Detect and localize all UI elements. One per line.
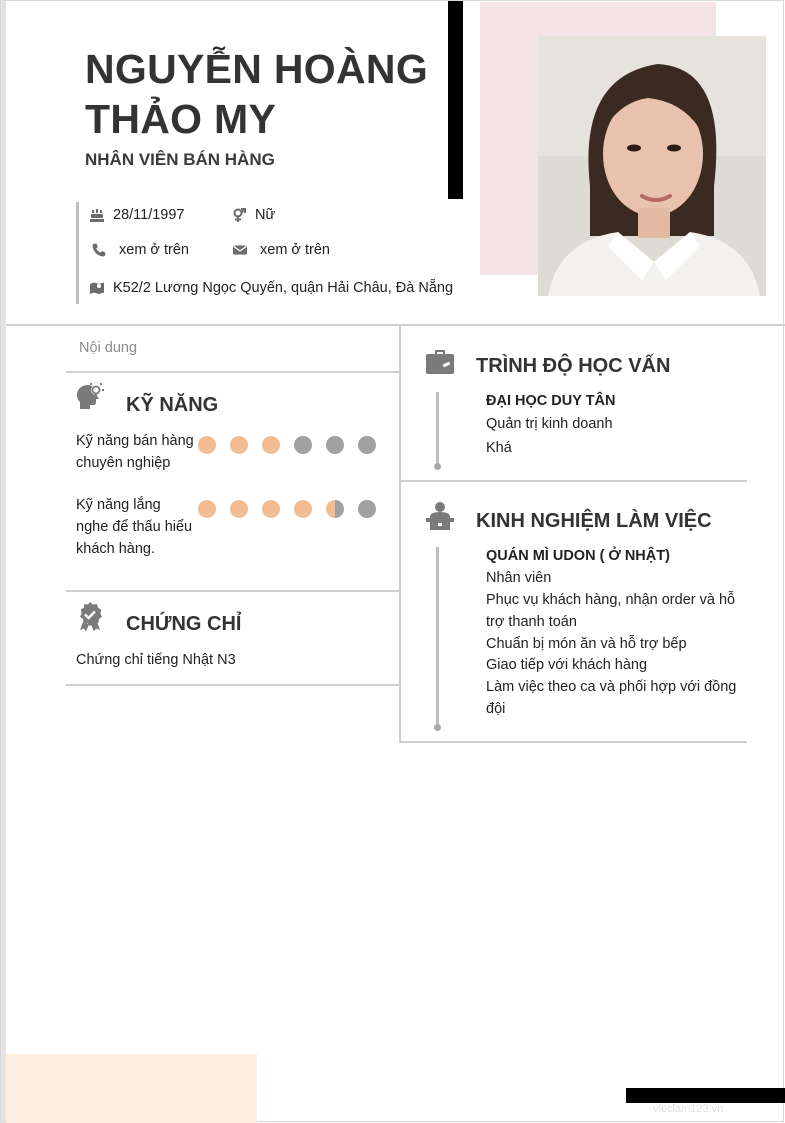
rating-dot — [230, 436, 248, 454]
header-divider — [6, 324, 785, 326]
certificate-item: Chứng chỉ tiếng Nhật N3 — [76, 652, 236, 668]
rating-dot — [230, 500, 248, 518]
peach-accent-block — [6, 1054, 257, 1123]
education-divider — [401, 480, 747, 482]
portrait-illustration — [538, 36, 766, 296]
black-accent-bar — [448, 1, 463, 199]
award-badge-icon — [75, 601, 105, 631]
address-value: K52/2 Lương Ngọc Quyến, quận Hải Châu, Đà Nẵng — [113, 280, 454, 296]
birthday-value: 28/11/1997 — [113, 207, 185, 223]
rating-dot — [358, 500, 376, 518]
rating-dot — [294, 436, 312, 454]
experience-duty-2: Chuẩn bị món ăn và hỗ trợ bếp — [486, 636, 687, 652]
job-title: NHÂN VIÊN BÁN HÀNG — [85, 150, 275, 169]
user-at-desk-icon — [425, 501, 455, 531]
experience-divider — [401, 741, 747, 743]
page-left-strip — [0, 0, 6, 1123]
briefcase-icon — [425, 346, 455, 376]
candidate-name — [85, 44, 445, 144]
rating-dot — [326, 500, 344, 518]
experience-duty-4: Làm việc theo ca và phối hợp với đồng đội — [486, 679, 737, 717]
watermark: vieclam123.vn — [653, 1103, 724, 1115]
experience-title: KINH NGHIỆM LÀM VIỆC — [476, 510, 712, 532]
rating-dot — [262, 436, 280, 454]
skill-rating-1 — [198, 436, 376, 454]
phone-row — [91, 242, 189, 258]
black-bottom-bar — [626, 1088, 785, 1103]
education-major: Quản trị kinh doanh — [486, 416, 613, 432]
skills-title: KỸ NĂNG — [126, 394, 219, 416]
rating-dot — [326, 436, 344, 454]
rating-dot — [358, 436, 376, 454]
education-timeline-dot — [434, 463, 441, 470]
candidate-name-line2: THẢO MY — [85, 96, 277, 142]
experience-timeline — [436, 547, 439, 725]
skill-name-2: Kỹ năng lắng nghe để thấu hiểu khách hàng. — [76, 497, 193, 557]
education-grade: Khá — [486, 440, 512, 456]
experience-duty-3: Giao tiếp với khách hàng — [486, 657, 648, 673]
experience-company: QUÁN MÌ UDON ( Ở NHẬT) — [486, 548, 670, 564]
skills-divider — [66, 590, 399, 592]
gender-value: Nữ — [255, 207, 276, 223]
gender-icon — [231, 207, 247, 223]
experience-position: Nhân viên — [486, 570, 552, 586]
education-school: ĐẠI HỌC DUY TÂN — [486, 393, 616, 409]
rating-dot — [294, 500, 312, 518]
gender-row — [231, 207, 275, 223]
skill-name-1: Kỹ năng bán hàng chuyên nghiệp — [76, 433, 194, 471]
address-row — [89, 280, 453, 296]
column-divider — [399, 326, 401, 743]
objective-divider — [66, 371, 399, 373]
rating-dot — [198, 436, 216, 454]
rating-dot — [262, 500, 280, 518]
certificates-divider — [66, 684, 399, 686]
rating-dot — [198, 500, 216, 518]
envelope-icon — [232, 242, 248, 258]
skill-rating-2 — [198, 500, 376, 518]
cake-icon — [89, 207, 105, 223]
experience-timeline-dot — [434, 724, 441, 731]
education-timeline — [436, 392, 439, 464]
email-value: xem ở trên — [260, 242, 330, 258]
phone-icon — [91, 242, 107, 258]
email-row — [232, 242, 330, 258]
experience-duty-1: Phục vụ khách hàng, nhận order và hỗ trợ thanh toán — [486, 592, 736, 630]
certificates-title: CHỨNG CHỈ — [126, 613, 242, 635]
profile-photo — [538, 36, 766, 296]
candidate-name-line1: NGUYỄN HOÀNG — [85, 46, 429, 92]
objective-placeholder: Nội dung — [79, 340, 138, 356]
phone-value: xem ở trên — [119, 242, 189, 258]
head-idea-icon — [75, 381, 105, 411]
education-title: TRÌNH ĐỘ HỌC VẤN — [476, 355, 671, 377]
birthday-row — [89, 207, 185, 223]
map-icon — [89, 280, 105, 296]
